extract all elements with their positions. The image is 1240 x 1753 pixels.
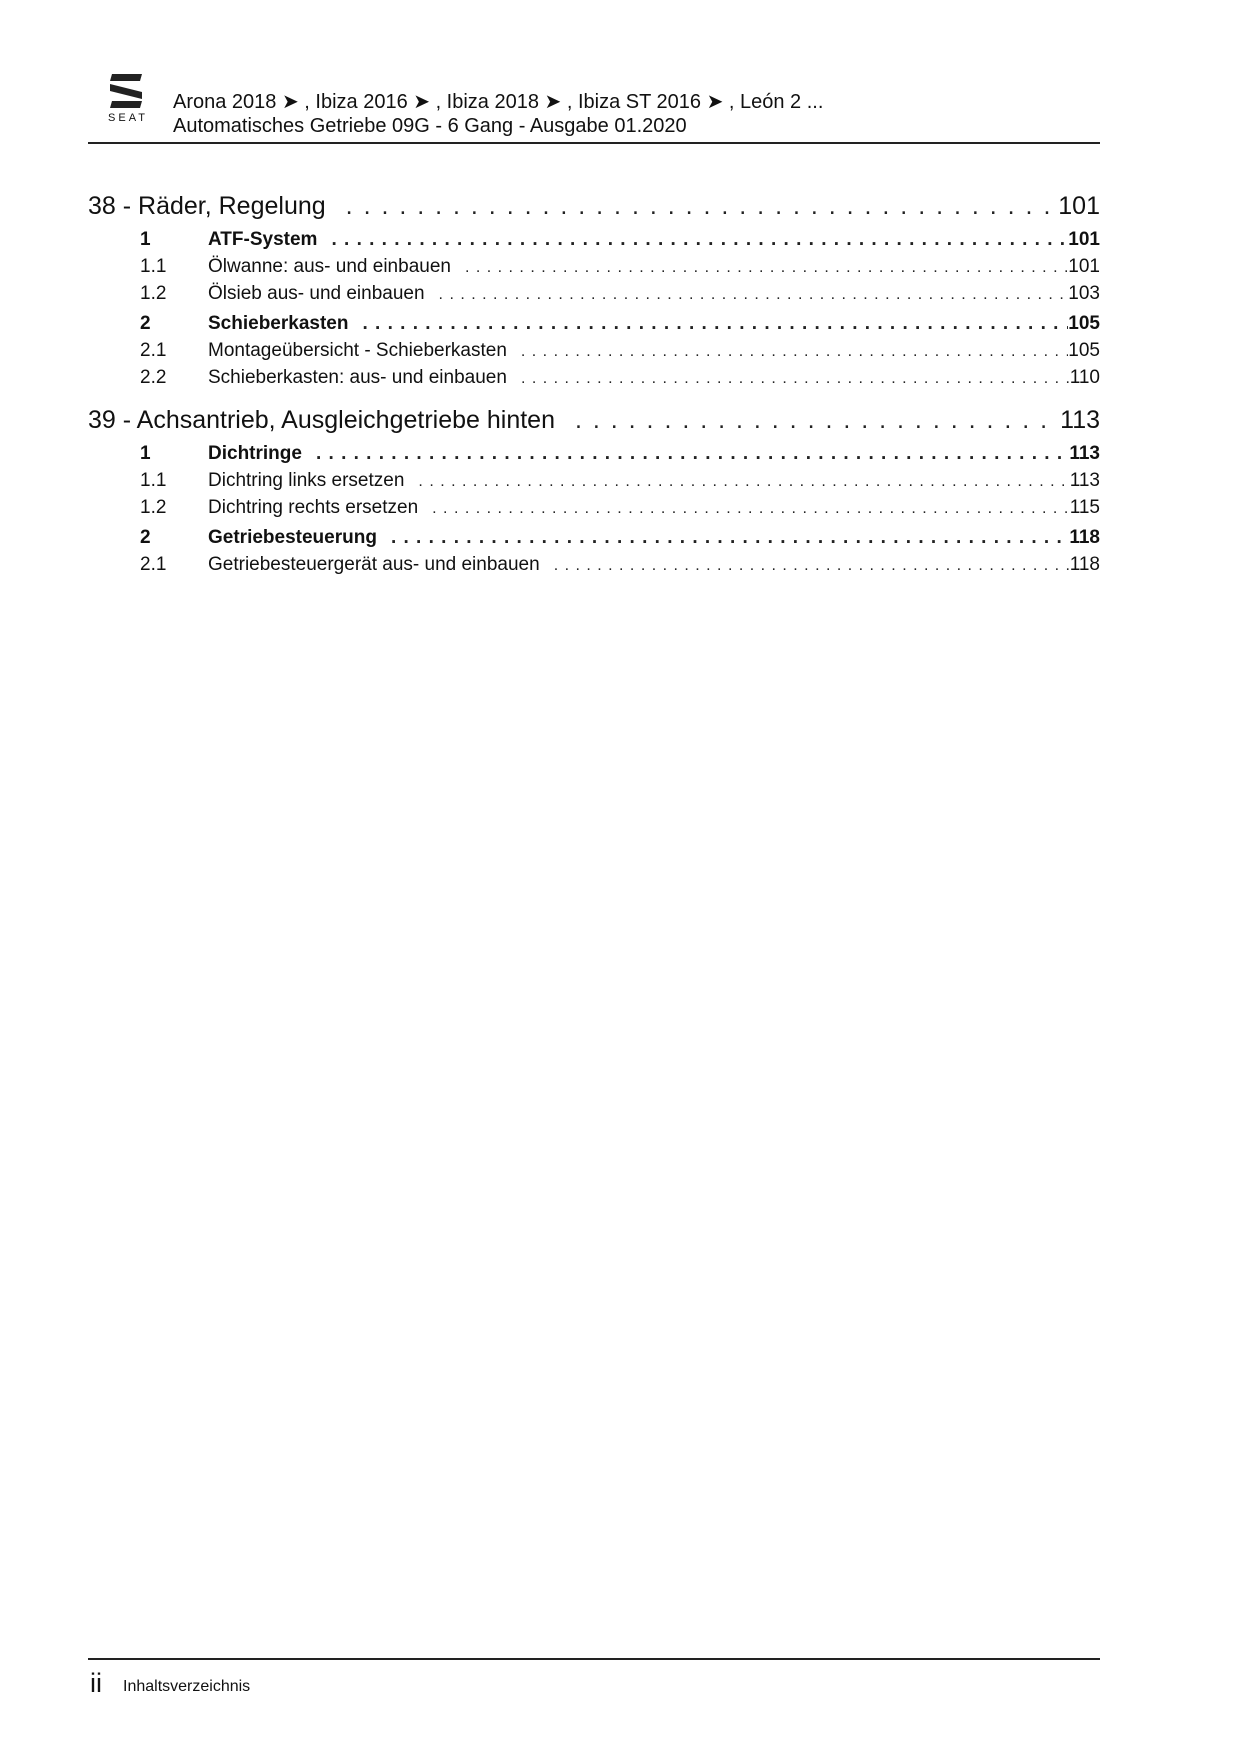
toc-number: 1.1 <box>140 256 167 277</box>
toc-chapter-38[interactable] <box>88 192 1100 226</box>
toc-page: 105 <box>1068 340 1100 361</box>
toc-title: Schieberkasten: aus- und einbauen <box>208 367 507 388</box>
toc-page: 101 <box>1068 229 1100 250</box>
toc-leader <box>317 229 1068 251</box>
toc-page: 103 <box>1068 283 1100 304</box>
toc-number: 1.2 <box>140 283 167 304</box>
toc-section[interactable] <box>88 527 1100 554</box>
seat-logo <box>96 74 156 126</box>
toc-leader <box>540 557 1070 575</box>
toc-subsection[interactable] <box>88 283 1100 310</box>
toc-leader <box>348 313 1068 335</box>
toc-number: 2 <box>140 313 151 334</box>
toc-page: 105 <box>1068 313 1100 334</box>
toc-title: Schieberkasten <box>208 313 349 334</box>
toc-leader <box>555 406 1060 435</box>
toc-title: Dichtringe <box>208 443 302 464</box>
toc-page: 110 <box>1069 367 1100 388</box>
toc-page: 101 <box>1058 192 1100 220</box>
toc-leader <box>418 500 1070 518</box>
toc-page: 113 <box>1069 443 1100 464</box>
toc-subsection[interactable] <box>88 367 1100 394</box>
toc-number: 1 <box>140 229 151 250</box>
toc-title: Ölwanne: aus- und einbauen <box>208 256 451 277</box>
toc-section[interactable] <box>88 313 1100 340</box>
toc-leader <box>507 370 1070 388</box>
toc-page: 113 <box>1069 470 1100 491</box>
toc-number: 2.1 <box>140 554 167 575</box>
toc-subsection[interactable] <box>88 256 1100 283</box>
toc-leader <box>377 527 1069 549</box>
toc-leader <box>404 473 1069 491</box>
seat-logo-icon <box>108 74 144 108</box>
toc-leader <box>425 286 1069 304</box>
toc-page: 118 <box>1069 554 1100 575</box>
toc-number: 2 <box>140 527 151 548</box>
toc-number: 2.1 <box>140 340 167 361</box>
toc-subsection[interactable] <box>88 340 1100 367</box>
toc-leader <box>507 343 1068 361</box>
header-text <box>173 90 823 138</box>
toc-leader <box>451 259 1068 277</box>
toc-title: Dichtring rechts ersetzen <box>208 497 419 518</box>
page-number: ii <box>90 1668 102 1698</box>
toc-number: 2.2 <box>140 367 167 388</box>
toc-number: 1.2 <box>140 497 167 518</box>
toc-subsection[interactable] <box>88 497 1100 524</box>
toc-section[interactable] <box>88 443 1100 470</box>
toc-title: 39 - Achsantrieb, Ausgleichgetriebe hinten <box>88 406 555 434</box>
toc-title: Getriebesteuerung <box>208 527 377 548</box>
toc-title: Getriebesteuergerät aus- und einbauen <box>208 554 540 575</box>
page-footer <box>88 1658 1100 1698</box>
toc-title: Ölsieb aus- und einbauen <box>208 283 425 304</box>
toc-title: Montageübersicht - Schieberkasten <box>208 340 507 361</box>
header-models: Arona 2018 ➤ , Ibiza 2016 ➤ , Ibiza 2018 ➤ , Ibiza ST 2016 ➤ , León 2 ... <box>173 91 824 113</box>
footer-title: Inhaltsverzeichnis <box>123 1678 251 1695</box>
toc-title: Dichtring links ersetzen <box>208 470 405 491</box>
toc-leader <box>302 443 1069 465</box>
page-header <box>88 70 1100 144</box>
toc-leader <box>326 192 1059 221</box>
toc-number: 1.1 <box>140 470 167 491</box>
toc-page: 115 <box>1069 497 1100 518</box>
toc-title: ATF-System <box>208 229 318 250</box>
header-subtitle: Automatisches Getriebe 09G - 6 Gang - Ausgabe 01.2020 <box>173 115 687 137</box>
table-of-contents <box>88 190 1100 581</box>
toc-section[interactable] <box>88 229 1100 256</box>
logo-wordmark: SEAT <box>108 112 148 124</box>
toc-page: 101 <box>1068 256 1100 277</box>
toc-title: 38 - Räder, Regelung <box>88 192 326 220</box>
toc-page: 113 <box>1060 406 1100 434</box>
toc-page: 118 <box>1069 527 1100 548</box>
toc-subsection[interactable] <box>88 470 1100 497</box>
toc-chapter-39[interactable] <box>88 406 1100 440</box>
toc-subsection[interactable] <box>88 554 1100 581</box>
toc-number: 1 <box>140 443 151 464</box>
